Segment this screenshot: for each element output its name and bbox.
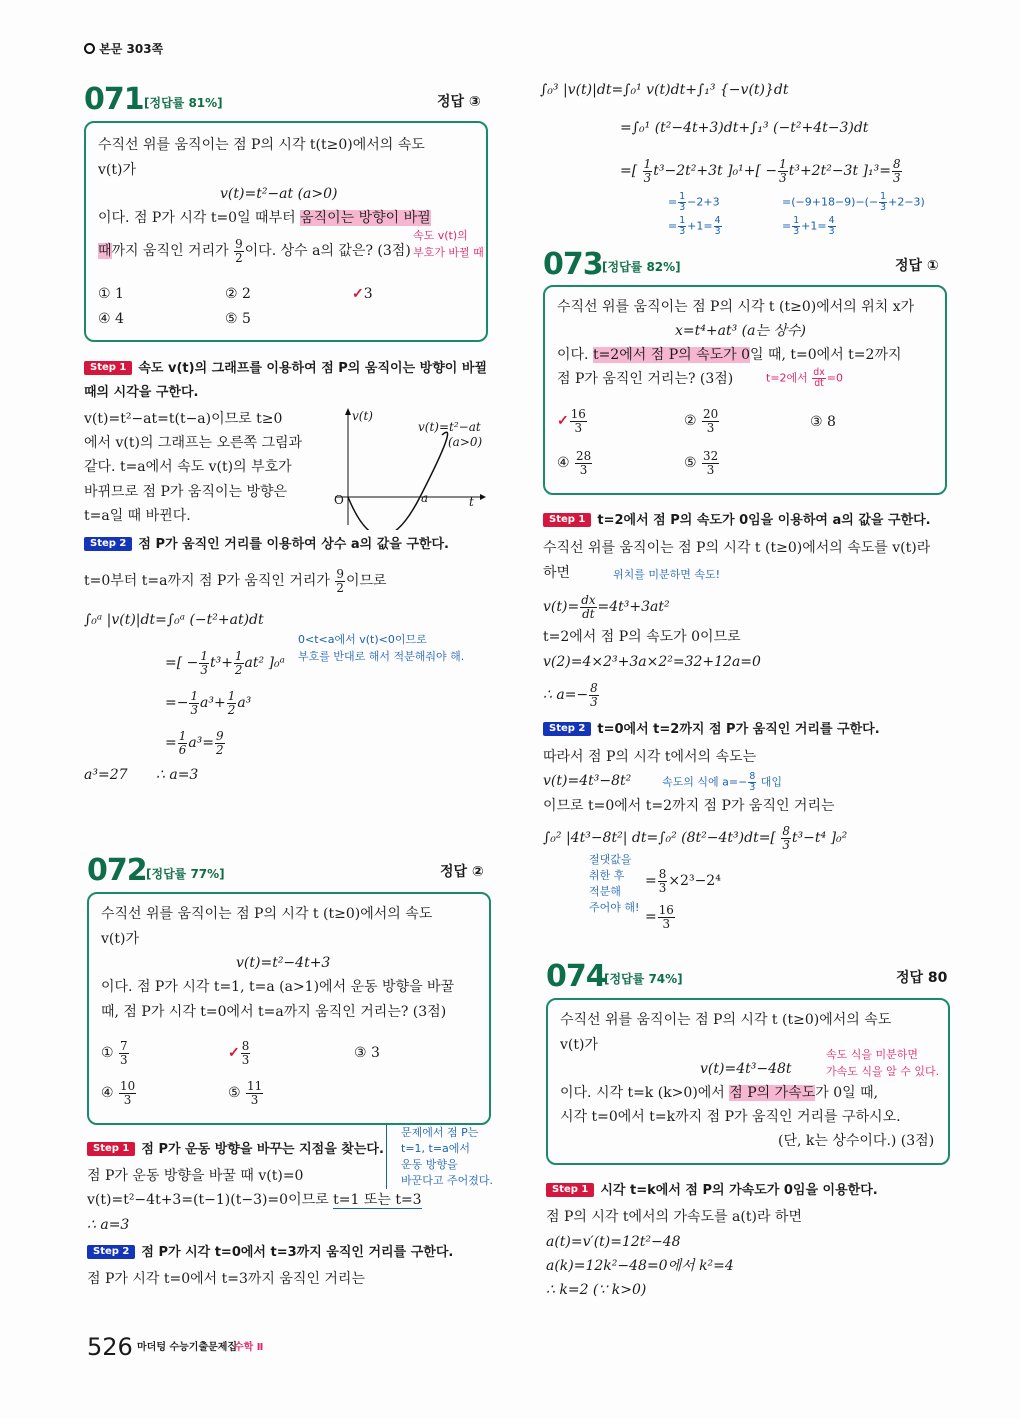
solution-text: v(t)=4t³−8t² — [543, 773, 632, 789]
problem-number: 071 — [84, 82, 144, 117]
fraction: $\frac{8}{3}$ — [749, 771, 756, 793]
question-text: 수직선 위를 움직이는 점 P의 시각 t (t≥0)에서의 위치 x가 — [557, 299, 915, 315]
choice-2[interactable] — [228, 1040, 251, 1066]
problem-number: 073 — [543, 247, 603, 282]
fraction: $\frac{8}{3}$ — [782, 824, 790, 852]
fraction: $\frac{dx}{dt}$ — [813, 367, 825, 389]
question-text: v(t)가 — [101, 931, 139, 947]
page-number: 526 — [87, 1333, 133, 1361]
fraction: $\frac{1}{3}$ — [190, 689, 199, 717]
choice-3[interactable]: ③ 8 — [810, 414, 836, 430]
step1-heading-cont: 때의 시각을 구한다. — [84, 385, 199, 400]
reference-header — [84, 42, 163, 56]
parabola-curve — [348, 432, 448, 530]
choice-5[interactable]: ⑤ $\frac{11}{3}$ — [228, 1079, 263, 1107]
pink-note: 가속도 식을 알 수 있다. — [826, 1065, 940, 1078]
correct-rate: [정답률 77%] — [146, 867, 225, 881]
graph-x-label: t — [469, 495, 474, 509]
blue-note: = $\frac{1}{3}$ −2+3 — [668, 191, 720, 213]
solution-text: t=0부터 t=a까지 점 P가 움직인 거리가 $\frac{9}{2}$ 이므로 — [84, 567, 387, 595]
integral-line: =[ − $\frac{1}{3}$ t³+ $\frac{1}{2}$ at² ]₀ᵃ — [165, 649, 285, 677]
question-text: 수직선 위를 움직이는 점 P의 시각 t (t≥0)에서의 속도 — [101, 906, 433, 922]
solution-text: 점 P의 시각 t에서의 가속도를 a(t)라 하면 — [546, 1209, 802, 1225]
choice-4[interactable]: ④ $\frac{28}{3}$ — [557, 449, 592, 477]
question-text: 수직선 위를 움직이는 점 P의 시각 t (t≥0)에서의 속도 — [560, 1012, 892, 1028]
question-text: 이다. 점 P가 시각 t=0일 때부터 움직이는 방향이 바뀔 — [98, 210, 431, 226]
answer-label: 정답 ② — [440, 864, 484, 880]
choice-3[interactable]: ✓3 — [352, 286, 373, 302]
fraction: $\frac{1}{3}$ — [793, 215, 800, 237]
integral-line: ∫₀ᵃ |v(t)|dt=∫₀ᵃ (−t²+at)dt — [84, 612, 264, 628]
fraction: $\frac{4}{3}$ — [714, 215, 721, 237]
equation: v(t)=t²−4t+3 — [236, 955, 331, 971]
question-text: (단, k는 상수이다.) (3점) — [778, 1133, 935, 1149]
equation: v(t)=4t³−48t — [700, 1061, 792, 1077]
blue-note: 문제에서 점 P는 t=1, t=a에서 운동 방향을 바꾼다고 주어졌다. — [386, 1125, 493, 1189]
subject-label: 수학 Ⅱ — [234, 1342, 264, 1353]
fraction: $\frac{28}{3}$ — [576, 449, 592, 477]
graph-equation: v(t)=t²−at — [418, 420, 481, 434]
problem-box — [543, 285, 947, 495]
blue-note: = $\frac{1}{3}$ +1= $\frac{4}{3}$ — [668, 215, 721, 237]
solution-text: v(2)=4×2³+3a×2²=32+12a=0 — [543, 654, 761, 670]
step1-badge: Step 1 — [84, 361, 132, 375]
correct-rate: [정답률 74%] — [604, 972, 683, 986]
step1-heading: Step 1 시각 t=k에서 점 P의 가속도가 0임을 이용한다. — [546, 1183, 878, 1199]
answer-label: 정답 80 — [896, 970, 948, 986]
step1-badge: Step 1 — [87, 1142, 135, 1156]
graph-y-label: v(t) — [352, 409, 373, 423]
choice-3[interactable]: ③ 3 — [354, 1045, 380, 1061]
blue-note: 위치를 미분하면 속도! — [613, 568, 721, 581]
pink-note: 속도 v(t)의 — [413, 229, 468, 242]
choice-5[interactable]: ⑤ 5 — [225, 311, 251, 327]
correct-rate: [정답률 82%] — [602, 260, 681, 274]
choice-2[interactable]: ② $\frac{20}{3}$ — [684, 407, 719, 435]
pink-note: 부호가 바뀔 때 — [413, 246, 484, 259]
checkmark-icon: ✓ — [557, 413, 569, 429]
equation: v(t)=t²−at (a>0) — [220, 186, 338, 202]
graph-origin: O — [334, 493, 344, 507]
integral-line: =∫₀¹ (t²−4t+3)dt+∫₁³ (−t²+4t−3)dt — [620, 120, 869, 136]
checkmark-icon: ✓ — [352, 286, 364, 302]
step1-heading: Step 1 속도 v(t)의 그래프를 이용하여 점 P의 움직이는 방향이 바뀔 — [84, 361, 487, 377]
step2-badge: Step 2 — [543, 722, 591, 736]
fraction: $\frac{9}{2}$ — [216, 729, 224, 757]
solution-text: 따라서 점 P의 시각 t에서의 속도는 — [543, 749, 757, 765]
solution-text: 점 P가 운동 방향을 바꿀 때 v(t)=0 — [87, 1168, 304, 1184]
question-text: 이다. 점 P가 시각 t=1, t=a (a>1)에서 운동 방향을 바꿀 — [101, 979, 455, 995]
step1-badge: Step 1 — [546, 1183, 594, 1197]
book-title: 마더텅 수능기출문제집 — [137, 1342, 238, 1353]
solution-text: ∴ a=− $\frac{8}{3}$ — [543, 681, 598, 709]
fraction: $\frac{1}{3}$ — [200, 649, 208, 677]
solution-text: ∴ a=3 — [87, 1217, 130, 1233]
fraction: $\frac{1}{3}$ — [679, 215, 686, 237]
choice-1[interactable]: ① $\frac{7}{3}$ — [101, 1039, 128, 1067]
question-text: 이다. t=2에서 점 P의 속도가 0일 때, t=0에서 t=2까지 — [557, 347, 902, 363]
question-text: 점 P가 움직인 거리는? (3점) — [557, 371, 734, 387]
fraction: $\frac{16}{3}$ — [658, 903, 674, 931]
question-text: 때, 점 P가 시각 t=0에서 t=a까지 움직인 거리는? (3점) — [101, 1004, 447, 1020]
choice-4[interactable]: ④ 4 — [98, 311, 124, 327]
problem-number: 072 — [87, 853, 147, 888]
solution-text: ∴ a=3 — [156, 767, 199, 783]
fraction: $\frac{8}{3}$ — [241, 1039, 250, 1067]
step2-heading: Step 2 점 P가 움직인 거리를 이용하여 상수 a의 값을 구한다. — [84, 537, 449, 553]
solution-text: a(t)=v′(t)=12t²−48 — [546, 1234, 681, 1250]
fraction: $\frac{1}{6}$ — [178, 729, 187, 757]
highlight: 점 P의 가속도 — [729, 1085, 816, 1101]
solution-text: v(t)=t²−4t+3=(t−1)(t−3)=0이므로 t=1 또는 t=3 — [87, 1192, 422, 1208]
blue-note: 절댓값을 취한 후 적분해 주어야 해! — [589, 853, 640, 914]
fraction: $\frac{11}{3}$ — [247, 1079, 263, 1107]
question-text: v(t)가 — [98, 162, 136, 178]
step1-badge: Step 1 — [543, 513, 591, 527]
blue-note: 속도의 식에 a=− $\frac{8}{3}$ 대입 — [662, 771, 783, 793]
integral-line: ∫₀³ |v(t)|dt=∫₀¹ v(t)dt+∫₁³ {−v(t)}dt — [540, 82, 789, 98]
question-text: v(t)가 — [560, 1037, 598, 1053]
step2-heading: Step 2 점 P가 시각 t=0에서 t=3까지 움직인 거리를 구한다. — [87, 1245, 453, 1261]
choice-1[interactable]: ① 1 — [98, 286, 124, 302]
integral-line: ∫₀² |4t³−8t²| dt=∫₀² (8t²−4t³)dt=[ $\frac{8}{3}$ t³−t⁴ ]₀² — [543, 824, 848, 852]
fraction: $\frac{8}{3}$ — [590, 681, 598, 709]
fraction: $\frac{dx}{dt}$ — [581, 593, 596, 621]
step1-heading: Step 1 점 P가 운동 방향을 바꾸는 지점을 찾는다. — [87, 1142, 384, 1158]
integral-line: = $\frac{16}{3}$ — [645, 903, 674, 931]
fraction: $\frac{9}{2}$ — [336, 567, 344, 595]
integral-line: =[ $\frac{1}{3}$ t³−2t²+3t ]₀¹+[ − $\frac{1}{3}$ t³+2t²−3t ]₁³= $\frac{8}{3}$ — [620, 157, 901, 185]
blue-note: = $\frac{1}{3}$ +1= $\frac{4}{3}$ — [782, 215, 835, 237]
fraction: $\frac{8}{3}$ — [892, 157, 901, 185]
fraction: $\frac{10}{3}$ — [120, 1079, 136, 1107]
solution-text: 같다. t=a에서 속도 v(t)의 부호가 — [84, 459, 292, 475]
blue-note: 부호를 반대로 해서 적분해줘야 해. — [298, 650, 465, 663]
fraction: $\frac{9}{2}$ — [235, 237, 243, 265]
checkmark-icon: ✓ — [228, 1045, 240, 1061]
fraction: $\frac{1}{2}$ — [234, 649, 243, 677]
question-text: 시각 t=0에서 t=k까지 점 P가 움직인 거리를 구하시오. — [560, 1109, 901, 1125]
choice-5[interactable]: ⑤ $\frac{32}{3}$ — [684, 449, 719, 477]
step2-badge: Step 2 — [87, 1245, 135, 1259]
blue-note: 0<t<a에서 v(t)<0이므로 — [298, 633, 427, 646]
fraction: $\frac{1}{2}$ — [227, 689, 236, 717]
pink-note: t=2에서 $\frac{dx}{dt}$ =0 — [766, 367, 843, 389]
pink-note: 속도 식을 미분하면 — [826, 1048, 919, 1061]
fraction: $\frac{1}{3}$ — [880, 191, 887, 213]
fraction: $\frac{20}{3}$ — [703, 407, 719, 435]
choice-4[interactable]: ④ $\frac{10}{3}$ — [101, 1079, 136, 1107]
solution-text: 에서 v(t)의 그래프는 오른쪽 그림과 — [84, 435, 303, 451]
solution-text: v(t)= $\frac{dx}{dt}$ =4t³+3at² — [543, 593, 670, 621]
fraction: $\frac{16}{3}$ — [570, 407, 586, 435]
integral-line: = $\frac{8}{3}$ ×2³−2⁴ — [645, 867, 721, 895]
solution-text: v(t)=t²−at=t(t−a)이므로 t≥0 — [84, 411, 283, 427]
fraction: $\frac{1}{3}$ — [779, 157, 787, 185]
solution-text: t=2에서 점 P의 속도가 0이므로 — [543, 629, 741, 645]
fraction: $\frac{8}{3}$ — [658, 867, 667, 895]
blue-note: =(−9+18−9)−(− $\frac{1}{3}$ +2−3) — [782, 191, 925, 213]
solution-text: 바뀌므로 점 P가 움직이는 방향은 — [84, 484, 288, 500]
question-text: 이다. 시각 t=k (k>0)에서 점 P의 가속도가 0일 때, — [560, 1085, 879, 1101]
choice-1[interactable] — [557, 408, 588, 434]
equation: x=t⁴+at³ (a는 상수) — [675, 323, 806, 339]
step2-heading: Step 2 t=0에서 t=2까지 점 P가 움직인 거리를 구한다. — [543, 722, 880, 738]
highlight: t=2에서 점 P의 속도가 0 — [592, 347, 751, 363]
fraction: $\frac{7}{3}$ — [120, 1039, 128, 1067]
highlight: 움직이는 방향이 바뀔 — [300, 210, 431, 226]
solution-text: 이므로 t=0에서 t=2까지 점 P가 움직인 거리는 — [543, 798, 835, 814]
step2-badge: Step 2 — [84, 537, 132, 551]
choice-2[interactable]: ② 2 — [225, 286, 251, 302]
graph-condition: (a>0) — [448, 435, 483, 449]
correct-rate: [정답률 81%] — [144, 96, 223, 110]
question-text: 수직선 위를 움직이는 점 P의 시각 t(t≥0)에서의 속도 — [98, 137, 425, 153]
solution-text: a³=27 — [84, 767, 128, 783]
step1-heading: Step 1 t=2에서 점 P의 속도가 0임을 이용하여 a의 값을 구한다. — [543, 513, 931, 529]
circle-icon — [84, 43, 95, 54]
fraction: $\frac{4}{3}$ — [828, 215, 835, 237]
solution-text: t=a일 때 바뀐다. — [84, 508, 191, 524]
answer-label: 정답 ① — [895, 258, 939, 274]
solution-text: a(k)=12k²−48=0에서 k²=4 — [546, 1258, 734, 1274]
solution-text: 점 P가 시각 t=0에서 t=3까지 움직인 거리는 — [87, 1271, 365, 1287]
fraction: $\frac{1}{3}$ — [643, 157, 652, 185]
fraction: $\frac{32}{3}$ — [703, 449, 719, 477]
question-text: 때까지 움직인 거리가 $\frac{9}{2}$ 이다. 상수 a의 값은? (3점) — [98, 237, 411, 265]
fraction: $\frac{1}{3}$ — [679, 191, 686, 213]
integral-line: =− $\frac{1}{3}$ a³+ $\frac{1}{2}$ a³ — [165, 689, 252, 717]
problem-number: 074 — [546, 959, 606, 994]
integral-line: = $\frac{1}{6}$ a³= $\frac{9}{2}$ — [165, 729, 224, 757]
solution-text: 하면 — [543, 565, 571, 581]
answer-label: 정답 ③ — [437, 94, 481, 110]
solution-text: ∴ k=2 (∵ k>0) — [546, 1282, 647, 1298]
solution-text: 수직선 위를 움직이는 점 P의 시각 t (t≥0)에서의 속도를 v(t)라 — [543, 540, 931, 556]
graph-root: a — [421, 491, 429, 505]
reference-text: 본문 303쪽 — [99, 42, 164, 56]
